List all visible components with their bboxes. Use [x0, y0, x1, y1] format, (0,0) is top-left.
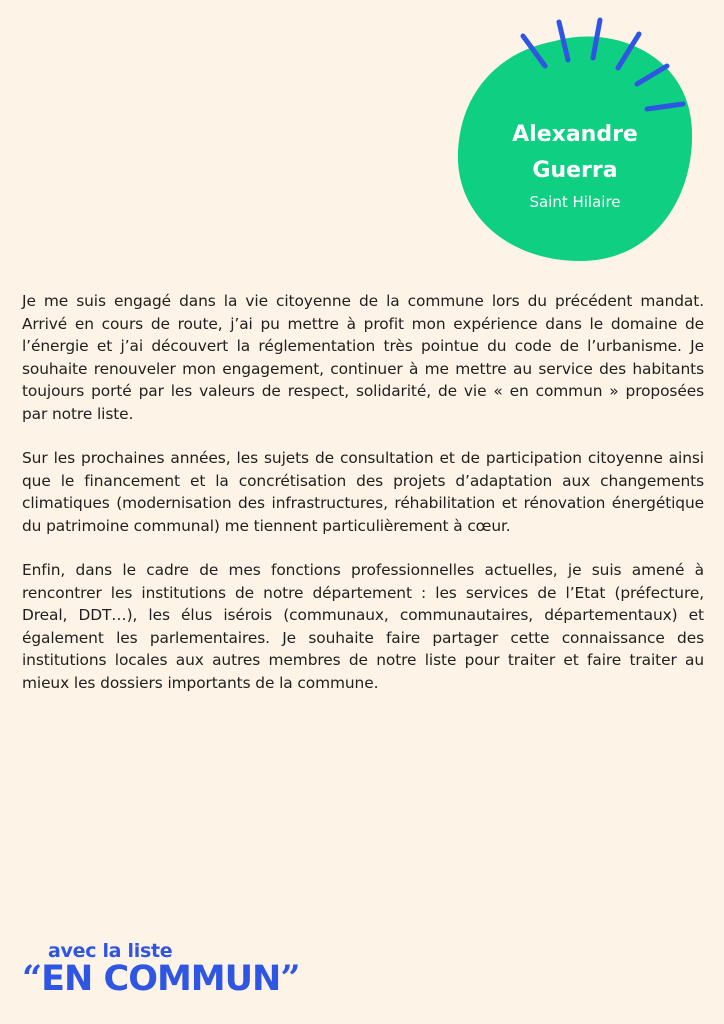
- list-name: EN COMMUN: [41, 959, 281, 999]
- list-logo: [22, 938, 362, 1008]
- candidate-commune: Saint Hilaire: [529, 193, 621, 211]
- open-quote-mark: “: [22, 958, 42, 999]
- candidate-last-name: Guerra: [532, 158, 618, 183]
- statement-paragraph-3: Enfin, dans le cadre de mes fonctions professionnelles actuelles, je suis amené à rencontrer les institutions de notre département : les services de l’Etat (préfecture, Dreal, DDT…), les élus isérois (communaux, communautaires, départementaux) et également les parlementaires. Je souhaite faire partager cette connaissance des institutions locales aux autres membres de notre liste pour traiter et faire traiter au mieux les dossiers importants de la commune.: [22, 561, 704, 692]
- list-name-wordmark: [22, 958, 299, 999]
- candidate-statement: [22, 290, 704, 716]
- candidate-first-name: Alexandre: [512, 122, 638, 147]
- statement-paragraph-2: Sur les prochaines années, les sujets de consultation et de participation citoyenne ainsi que le financement et la concrétisation des projets d’adaptation aux changements climatiques (modernisation des infrastructures, réhabilitation et rénovation énergétique du patrimoine communal) me tiennent particulièrement à cœur.: [22, 449, 704, 535]
- statement-paragraph-1: Je me suis engagé dans la vie citoyenne de la commune lors du précédent mandat. Arrivé en cours de route, j’ai pu mettre à profit mon expérience dans le domaine de l’énergie et j’ai découvert la réglementation très pointue du code de l’urbanisme. Je souhaite renouveler mon engagement, continuer à me mettre au service des habitants toujours porté par les valeurs de respect, solidarité, de vie « en commun » proposées par notre liste.: [22, 292, 704, 423]
- candidate-badge: [455, 16, 705, 266]
- badge-text-block: [455, 16, 695, 266]
- list-tagline: avec la liste: [48, 940, 173, 962]
- close-quote-mark: ”: [280, 958, 300, 999]
